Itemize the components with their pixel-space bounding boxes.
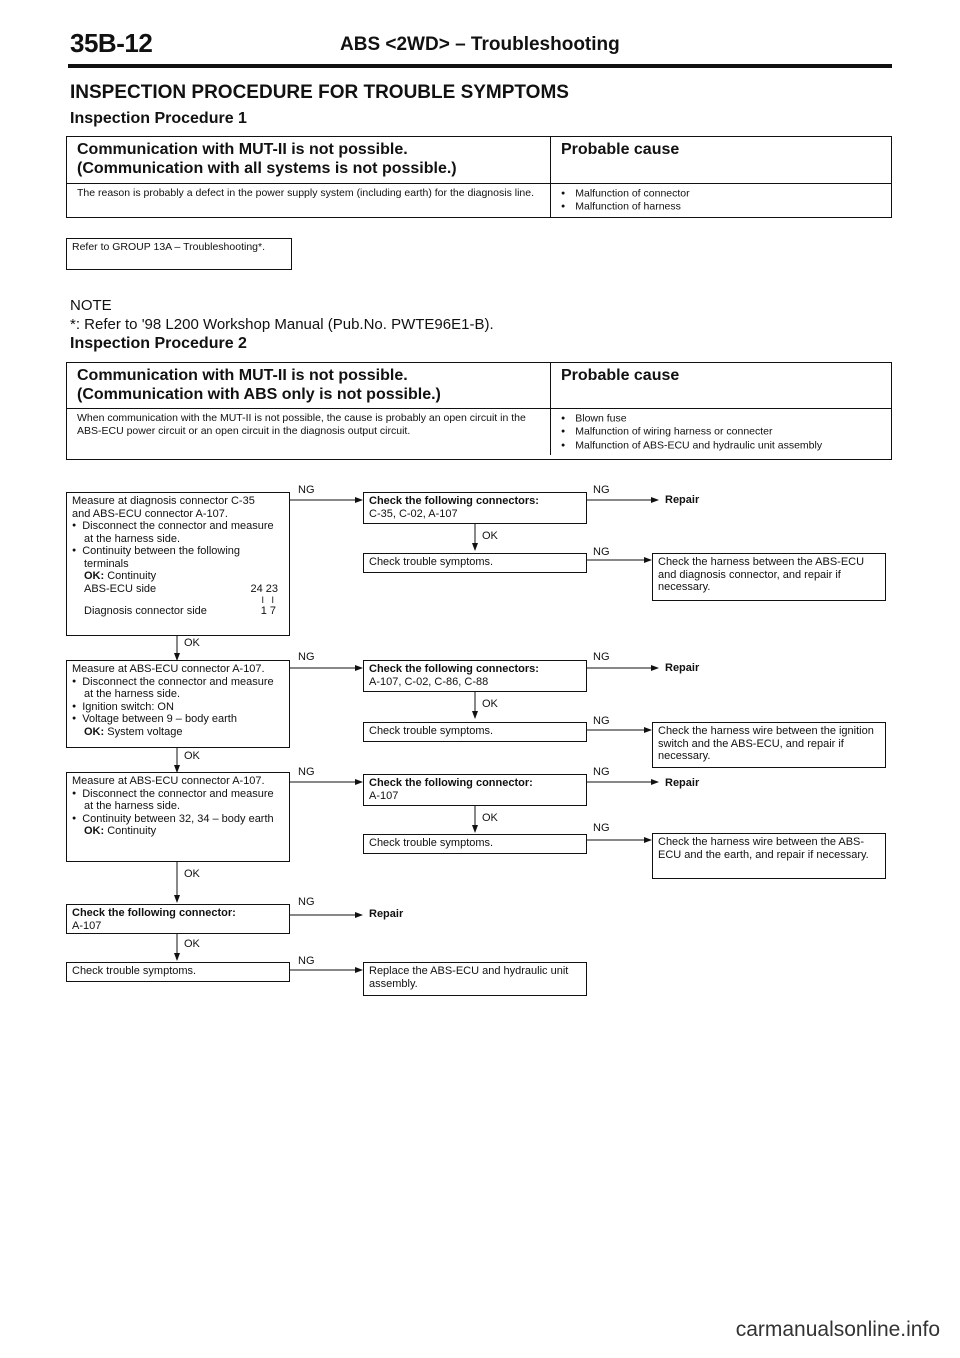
ok-label: OK — [184, 938, 200, 950]
ok-label: OK — [482, 812, 498, 824]
repair-label: Repair — [665, 777, 700, 789]
step3-box: Measure at ABS-ECU connector A-107. ● Disconnect the connector and measure at the harness side. ● Continuity between 32, 34 – body earth OK: Continuity — [66, 772, 290, 862]
cause-item: ● Malfunction of ABS-ECU and hydraulic unit assembly — [561, 439, 881, 452]
ok-label: OK — [184, 750, 200, 762]
step-bullet: ● Disconnect the connector and measure at the harness side. — [72, 676, 284, 701]
harness2-box: Check the harness wire between the ignition switch and the ABS-ECU, and repair if necessary. — [652, 722, 886, 768]
procedure1-refer-box: Refer to GROUP 13A – Troubleshooting*. — [66, 238, 292, 270]
check-trouble-box: Check trouble symptoms. — [363, 834, 587, 854]
step-bullet: ● Ignition switch: ON — [72, 701, 284, 714]
step-bullet: ● Disconnect the connector and measure at the harness side. — [72, 788, 284, 813]
check-trouble-box: Check trouble symptoms. — [363, 553, 587, 573]
ng-label: NG — [593, 715, 610, 727]
check-trouble-box: Check trouble symptoms. — [363, 722, 587, 742]
procedure2-title: Inspection Procedure 2 — [70, 335, 247, 352]
step-bullet: ● Continuity between 32, 34 – body earth — [72, 813, 284, 826]
section-title: INSPECTION PROCEDURE FOR TROUBLE SYMPTOMS — [70, 82, 569, 103]
check3-box: Check the following connector: A-107 — [363, 774, 587, 806]
step-bullet: ● Voltage between 9 – body earth — [72, 713, 284, 726]
ng-label: NG — [593, 546, 610, 558]
repair-label: Repair — [665, 494, 700, 506]
procedure2-cause-header: Probable cause — [561, 367, 680, 384]
watermark: carmanualsonline.info — [735, 1318, 940, 1341]
ok-label: OK — [184, 637, 200, 649]
ok-label: OK — [184, 868, 200, 880]
step-bullet: ● Continuity between the following terminals — [72, 545, 284, 570]
procedure2-symptom: Communication with MUT-II is not possible. (Communication with ABS only is not possible.) — [67, 363, 551, 408]
procedure1-symptom: Communication with MUT-II is not possible. (Communication with all systems is not possible.) — [67, 137, 551, 183]
cause-item: ● Malfunction of wiring harness or connecter — [561, 425, 881, 438]
procedure1-cause-header: Probable cause — [561, 141, 680, 158]
procedure1-title: Inspection Procedure 1 — [70, 110, 247, 127]
ng-label: NG — [298, 896, 315, 908]
ng-label: NG — [298, 651, 315, 663]
procedure2-description: When communication with the MUT-II is not possible, the cause is probably an open circuit in the ABS-ECU power circuit or an open circuit in the diagnosis output circuit. — [67, 409, 551, 455]
replace-box: Replace the ABS-ECU and hydraulic unit assembly. — [363, 962, 587, 996]
check1-box: Check the following connectors: C-35, C-02, A-107 — [363, 492, 587, 524]
cause-item: ● Malfunction of connector — [561, 187, 881, 200]
note-label: NOTE — [70, 297, 112, 314]
cause-item: ● Malfunction of harness — [561, 200, 881, 213]
harness3-box: Check the harness wire between the ABS-ECU and the earth, and repair if necessary. — [652, 833, 886, 879]
ng-label: NG — [593, 822, 610, 834]
harness1-box: Check the harness between the ABS-ECU and diagnosis connector, and repair if necessary. — [652, 553, 886, 601]
cause-item: ● Blown fuse — [561, 412, 881, 425]
page-title: ABS <2WD> – Troubleshooting — [340, 34, 620, 55]
page-number: 35B-12 — [70, 28, 153, 58]
ng-label: NG — [593, 484, 610, 496]
note-text: *: Refer to '98 L200 Workshop Manual (Pub.No. PWTE96E1-B). — [70, 316, 494, 333]
ng-label: NG — [298, 484, 315, 496]
ng-label: NG — [298, 766, 315, 778]
step1-box: Measure at diagnosis connector C-35 and ABS-ECU connector A-107. ● Disconnect the connector and measure at the harness side. ● Continuity between the following terminals OK: Continuity ABS-ECU side 24 23 I I Diagnosis connector side 1 7 — [66, 492, 290, 636]
check4-box: Check the following connector: A-107 — [66, 904, 290, 934]
procedure1-description: The reason is probably a defect in the power supply system (including earth) for the diagnosis line. — [67, 184, 551, 217]
ng-label: NG — [593, 766, 610, 778]
check-trouble-box: Check trouble symptoms. — [66, 962, 290, 982]
repair-label: Repair — [369, 908, 404, 920]
ng-label: NG — [298, 955, 315, 967]
check2-box: Check the following connectors: A-107, C-02, C-86, C-88 — [363, 660, 587, 692]
repair-label: Repair — [665, 662, 700, 674]
step2-box: Measure at ABS-ECU connector A-107. ● Disconnect the connector and measure at the harness side. ● Ignition switch: ON ● Voltage between 9 – body earth OK: System voltage — [66, 660, 290, 748]
ng-label: NG — [593, 651, 610, 663]
ok-label: OK — [482, 698, 498, 710]
step-bullet: ● Disconnect the connector and measure at the harness side. — [72, 520, 284, 545]
ok-label: OK — [482, 530, 498, 542]
